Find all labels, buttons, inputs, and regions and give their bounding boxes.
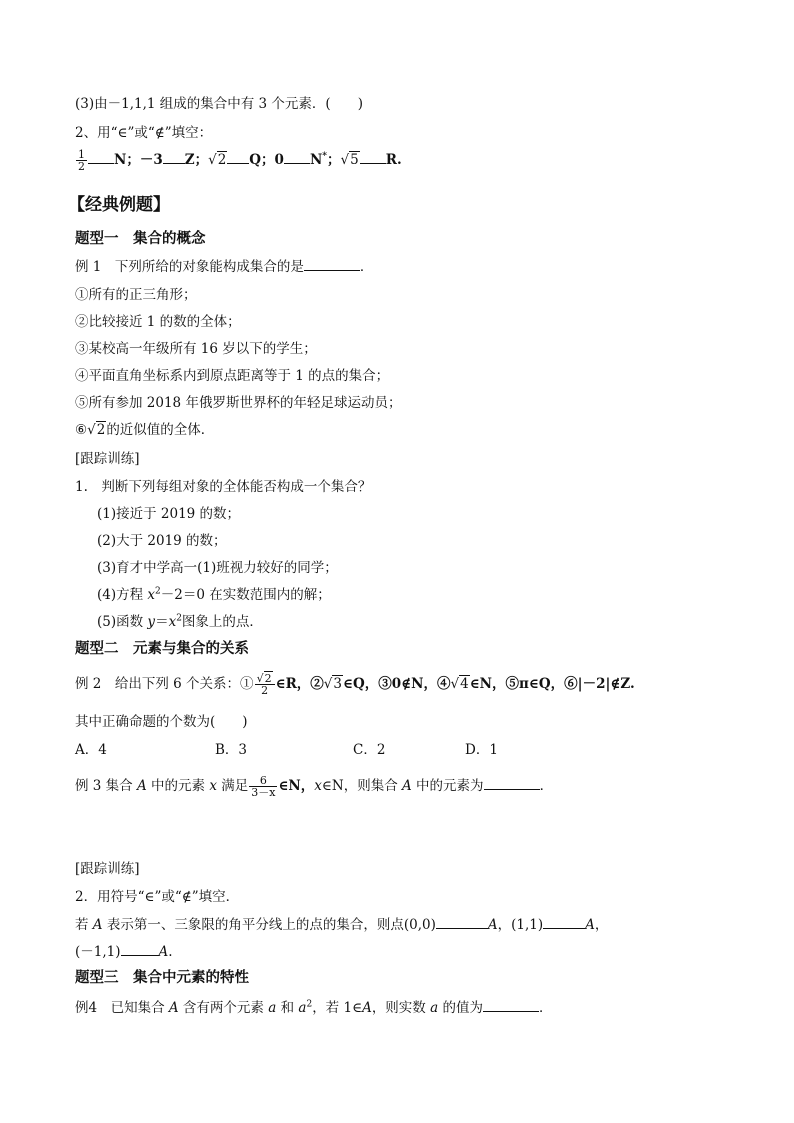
type-1-title: 题型一 集合的概念: [75, 230, 206, 247]
relation-1: ∈R，②: [275, 676, 324, 692]
set-a: A: [136, 778, 147, 794]
item-4-text: －2＝0 在实数范围内的解；: [160, 587, 331, 603]
example-1-text: 例 1 下列所给的对象能构成集合的是: [75, 259, 304, 275]
set-a: A: [402, 778, 412, 794]
text: (－1,1): [75, 944, 121, 960]
fraction-sqrt2-over-2: $\frac{√2}{2}$: [255, 673, 275, 696]
text: ，(1,1): [497, 917, 544, 933]
text: ，则实数: [371, 1000, 431, 1016]
example-1-item-2: ②比较接近 1 的数的全体；: [75, 314, 241, 330]
var-x: x: [168, 614, 177, 630]
relation-2-3: ∈Q，③0∉N，④: [343, 676, 451, 692]
example-1-blank[interactable]: [304, 258, 360, 271]
tracking-2-line-2: [75, 943, 173, 961]
text: 满足: [216, 778, 249, 794]
text: ，: [594, 917, 609, 933]
tracking-label-2: [跟踪训练]: [75, 861, 140, 877]
tracking-2-blank-1[interactable]: [436, 916, 488, 929]
text: ．: [538, 1000, 553, 1016]
star-superscript: *: [322, 151, 328, 162]
text: 中的元素: [146, 778, 210, 794]
radicand: 4: [460, 676, 469, 692]
exponent: 2: [155, 586, 161, 597]
tracking-1-item-1: (1)接近于 2019 的数；: [97, 506, 241, 522]
example-1-item-5: ⑤所有参加 2018 年俄罗斯世界杯的年轻足球运动员；: [75, 395, 402, 411]
blank-1[interactable]: [88, 151, 114, 164]
equals: ＝: [155, 614, 169, 630]
question-3-text: (3)由－1,1,1 组成的集合中有 3 个元素．( ): [75, 96, 363, 112]
example-1-stem: [75, 258, 373, 276]
tracking-2-blank-3[interactable]: [121, 943, 159, 956]
text: 表示第一、三象限的角平分线上的点的集合，则点(0,0): [102, 917, 436, 933]
example-1-item-3: ③某校高一年级所有 16 岁以下的学生；: [75, 341, 317, 357]
var-x: x: [314, 778, 322, 794]
fill-text-4: N: [309, 152, 323, 168]
blank-2[interactable]: [163, 151, 185, 164]
fill-text-6: R.: [385, 152, 402, 168]
radicand: 2: [264, 672, 272, 685]
var-y: y: [147, 614, 156, 630]
set-a: A: [585, 917, 595, 933]
item-6-text: 的近似值的全体．: [106, 422, 215, 438]
example-2-prefix: 例 2 给出下列 6 个关系：①: [75, 676, 254, 692]
example-3-prefix: 例 3 集合: [75, 778, 137, 794]
question-2-text: 2、用“∈”或“∉”填空：: [75, 125, 213, 141]
var-a: a: [268, 1000, 277, 1016]
item-5-text: 图象上的点．: [181, 614, 263, 630]
text: 和: [276, 1000, 299, 1016]
sqrt-2: √2: [208, 152, 227, 168]
tracking-label-1: [跟踪训练]: [75, 451, 140, 467]
option-d[interactable]: D．1: [465, 742, 498, 758]
set-a: A: [92, 917, 103, 933]
example-3-blank[interactable]: [484, 777, 540, 790]
example-4-blank[interactable]: [483, 999, 539, 1012]
sqrt-2-radicand: 2: [217, 152, 227, 168]
sqrt-radicand: 2: [96, 422, 106, 438]
item-5-prefix: (5)函数: [97, 614, 148, 630]
denominator: 3－x: [251, 786, 276, 799]
var-a: a: [298, 1000, 307, 1016]
option-b[interactable]: B．3: [215, 742, 248, 758]
text: ∈N，: [278, 778, 315, 794]
fraction-6-over-3-minus-x: [249, 775, 277, 798]
fraction-numerator: 1: [78, 148, 85, 161]
tracking-1-item-4: [97, 586, 331, 604]
example-2-question: 其中正确命题的个数为( ): [75, 714, 248, 730]
var-x: x: [147, 587, 156, 603]
example-1-item-4: ④平面直角坐标系内到原点距离等于 1 的点的集合；: [75, 368, 390, 384]
numerator: 6: [249, 775, 277, 787]
var-x: x: [209, 778, 217, 794]
set-a: A: [487, 917, 498, 933]
fraction-denominator: 2: [78, 160, 85, 173]
fill-blank-line: [75, 149, 402, 172]
blank-4[interactable]: [284, 151, 310, 164]
text: ，若 1∈: [312, 1000, 363, 1016]
fraction-one-half: [76, 149, 87, 172]
text: 的值为: [438, 1000, 483, 1016]
example-3-stem: [75, 770, 553, 802]
sqrt-5: √5: [340, 152, 359, 168]
fill-text-5: ；: [327, 152, 341, 168]
set-a: A: [168, 1000, 179, 1016]
tracking-1-stem: 1. 判断下列每组对象的全体能否构成一个集合？: [75, 479, 372, 495]
text: 中的元素为: [411, 778, 484, 794]
radicand: 3: [333, 676, 342, 692]
fill-text-3: Q；0: [249, 152, 284, 168]
tracking-2-stem: 2．用符号“∈”或“∉”填空．: [75, 889, 240, 905]
example-1-item-1: ①所有的正三角形；: [75, 287, 197, 303]
set-a: A: [158, 944, 169, 960]
text: .: [168, 944, 173, 960]
question-2-line: [75, 124, 212, 142]
tracking-1-item-2: (2)大于 2019 的数；: [97, 533, 227, 549]
sqrt-3: √3: [323, 676, 342, 692]
text: 若: [75, 917, 93, 933]
item-6-marker: ⑥: [75, 422, 88, 438]
text: ．: [539, 778, 554, 794]
option-c[interactable]: C．2: [353, 742, 386, 758]
sqrt-5-radicand: 5: [350, 152, 359, 168]
section-title: 【经典例题】: [68, 195, 170, 215]
example-2-options: [75, 741, 498, 759]
denominator: 2: [261, 684, 269, 697]
example-1-item-6: [75, 421, 214, 439]
example-1-end: ．: [359, 259, 374, 275]
fill-text-1: N；－3: [114, 152, 163, 168]
question-3-line: [75, 95, 363, 113]
type-3-title: 题型三 集合中元素的特性: [75, 969, 249, 986]
tracking-2-line-1: [75, 916, 608, 934]
exponent: 2: [306, 999, 313, 1010]
blank-5[interactable]: [360, 151, 386, 164]
example-4-stem: [75, 999, 552, 1017]
fill-text-2: Z；: [184, 152, 209, 168]
text: ∈N，则集合: [321, 778, 403, 794]
exponent: 2: [176, 613, 182, 624]
option-a[interactable]: A．4: [75, 742, 107, 758]
tracking-2-blank-2[interactable]: [543, 916, 585, 929]
var-a: a: [430, 1000, 439, 1016]
text: 含有两个元素: [178, 1000, 269, 1016]
sqrt-2-ex1: √2: [87, 422, 106, 438]
sqrt-4: √4: [450, 676, 469, 692]
blank-3[interactable]: [227, 151, 249, 164]
set-a: A: [362, 1000, 372, 1016]
tracking-1-item-3: (3)育才中学高一(1)班视力较好的同学；: [97, 560, 338, 576]
type-2-title: 题型二 元素与集合的关系: [75, 640, 249, 657]
tracking-1-item-5: [97, 613, 263, 631]
text: 例4 已知集合: [75, 1000, 169, 1016]
example-2-stem: [75, 670, 635, 698]
relation-4-6: ∈N，⑤π∈Q，⑥|－2|∉Z.: [469, 676, 635, 692]
item-4-prefix: (4)方程: [97, 587, 148, 603]
